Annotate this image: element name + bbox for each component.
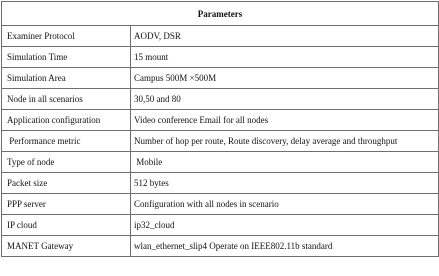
table-row (2, 173, 439, 194)
parameter-value: ip32_cloud (131, 215, 439, 236)
table-row (2, 68, 439, 89)
table-header-row (2, 2, 439, 26)
parameter-name: Simulation Time (2, 47, 131, 68)
parameter-value: 512 bytes (131, 173, 439, 194)
table-row (2, 110, 439, 131)
parameter-name: Examiner Protocol (2, 26, 131, 47)
table-row (2, 215, 439, 236)
table-row (2, 194, 439, 215)
parameter-name: Performance metric (2, 131, 131, 152)
table-row (2, 89, 439, 110)
parameter-name: IP cloud (2, 215, 131, 236)
parameter-name: Packet size (2, 173, 131, 194)
parameter-name: MANET Gateway (2, 236, 131, 257)
parameter-name: Application configuration (2, 110, 131, 131)
parameter-value: Number of hop per route, Route discovery, delay average and throughput (131, 131, 439, 152)
parameter-value: wlan_ethernet_slip4 Operate on IEEE802.11b standard (131, 236, 439, 257)
parameter-name: Node in all scenarios (2, 89, 131, 110)
parameter-value: AODV, DSR (131, 26, 439, 47)
parameter-value: 15 mount (131, 47, 439, 68)
parameter-name: Type of node (2, 152, 131, 173)
table-row (2, 152, 439, 173)
parameter-value: Campus 500M ×500M (131, 68, 439, 89)
table-row (2, 236, 439, 257)
table-row (2, 131, 439, 152)
parameter-name: Simulation Area (2, 68, 131, 89)
table-header: Parameters (2, 2, 439, 26)
parameters-table (1, 1, 439, 257)
parameter-value: Configuration with all nodes in scenario (131, 194, 439, 215)
parameter-value: 30,50 and 80 (131, 89, 439, 110)
parameter-value: Mobile (131, 152, 439, 173)
parameter-value: Video conference Email for all nodes (131, 110, 439, 131)
table-row (2, 26, 439, 47)
parameter-name: PPP server (2, 194, 131, 215)
table-row (2, 47, 439, 68)
